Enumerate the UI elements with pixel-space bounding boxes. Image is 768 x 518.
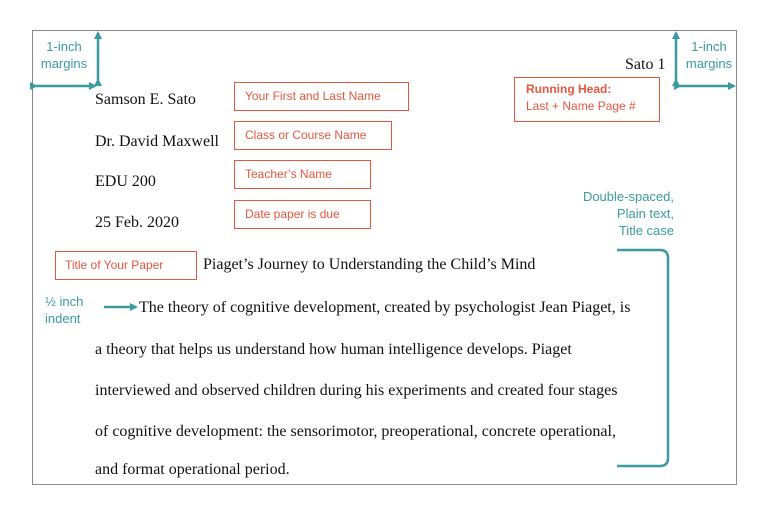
- instructor-name: Dr. David Maxwell: [95, 133, 219, 150]
- margin-right-line-1: 1-inch: [691, 39, 727, 54]
- annotation-running-head-label: Running Head:: [526, 82, 612, 96]
- margin-left-line-1: 1-inch: [46, 39, 82, 54]
- annotation-date-label: Date paper is due: [245, 207, 340, 221]
- student-name: Samson E. Sato: [95, 91, 196, 108]
- annotation-running-head-detail: Last + Name Page #: [526, 99, 636, 113]
- body-line: interviewed and observed children during his experiments and created four stages: [95, 382, 618, 399]
- body-line: and format operational period.: [95, 461, 290, 478]
- course-name: EDU 200: [95, 173, 156, 190]
- annotation-teacher-label: Teacher’s Name: [245, 167, 332, 181]
- running-head: Sato 1: [625, 56, 666, 73]
- annotation-course-label: Class or Course Name: [245, 128, 367, 142]
- indent-line-2: indent: [45, 311, 81, 326]
- margin-left-line-2: margins: [40, 56, 88, 71]
- spacing-line-3: Title case: [618, 223, 674, 238]
- body-line: The theory of cognitive development, created by psychologist Jean Piaget, is: [139, 299, 631, 316]
- margin-right-line-2: margins: [685, 56, 733, 71]
- body-line: a theory that helps us understand how human intelligence develops. Piaget: [95, 341, 572, 358]
- double-space-bracket: [617, 250, 668, 466]
- indent-line-1: ½ inch: [45, 294, 84, 309]
- annotation-name-label: Your First and Last Name: [245, 89, 381, 103]
- due-date: 25 Feb. 2020: [95, 214, 179, 231]
- spacing-line-2: Plain text,: [616, 206, 674, 221]
- paper-title: Piaget’s Journey to Understanding the Child’s Mind: [203, 256, 536, 273]
- annotation-title-label: Title of Your Paper: [65, 258, 164, 272]
- body-line: of cognitive development: the sensorimotor, preoperational, concrete operational,: [95, 423, 616, 440]
- spacing-line-1: Double-spaced,: [582, 189, 674, 204]
